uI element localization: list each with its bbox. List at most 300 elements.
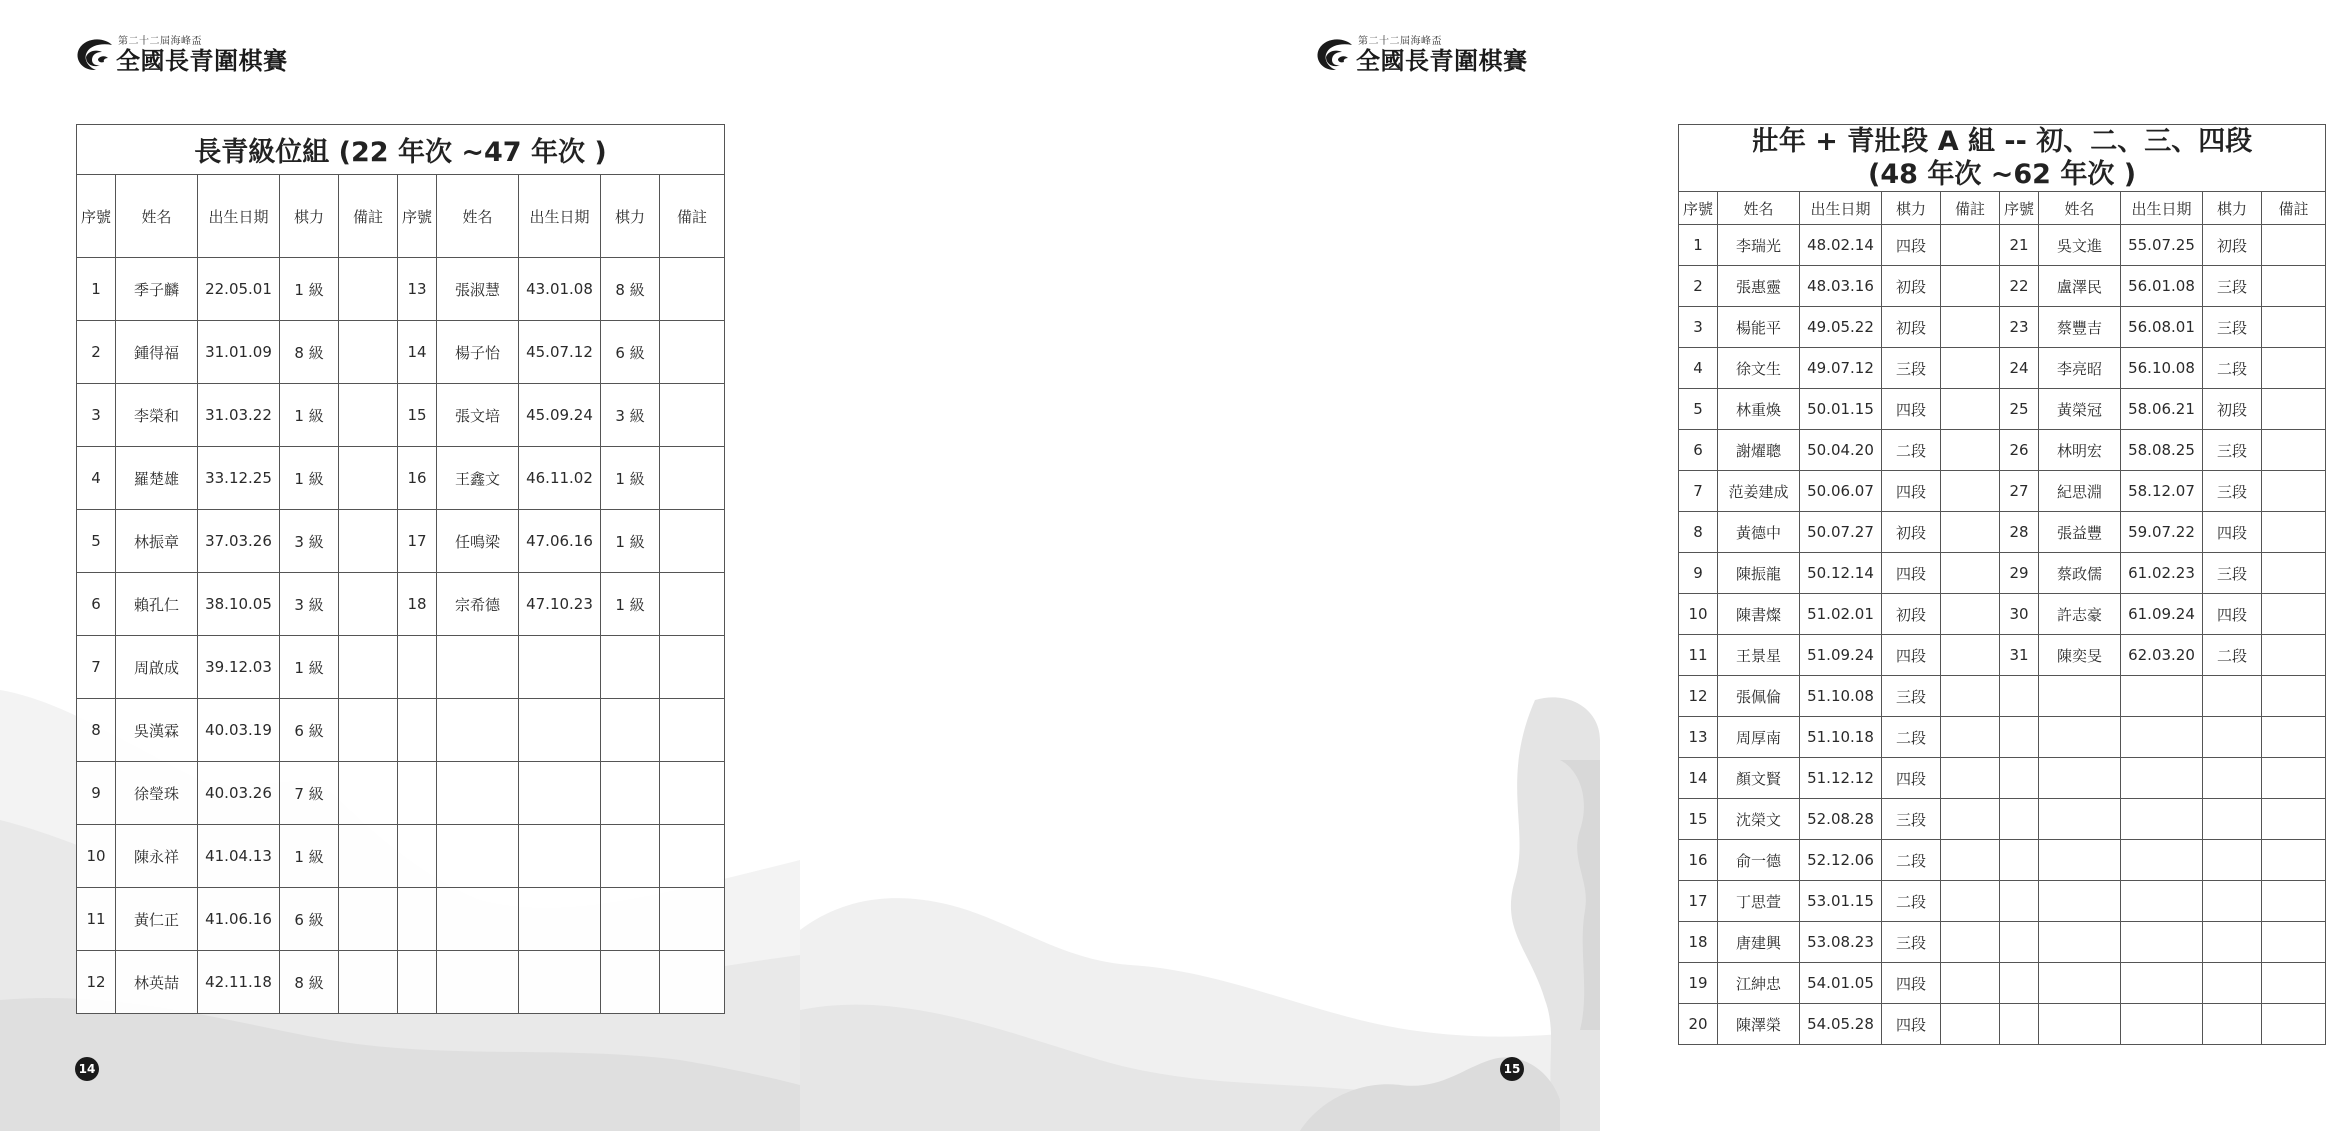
cell-seq: 10 [1679,594,1718,635]
cell-name: 吳漢霖 [116,699,198,762]
header-birthdate: 出生日期 [519,175,601,258]
cell-remark [339,510,398,573]
cell-remark [2262,225,2326,266]
cell-rank [2203,840,2262,881]
cell-name: 黃德中 [1718,512,1800,553]
cell-birthdate: 59.07.22 [2121,512,2203,553]
cell-seq: 5 [77,510,116,573]
event-logo [1314,34,1528,76]
cell-seq: 12 [1679,676,1718,717]
cell-name [2039,963,2121,1004]
cell-name [437,825,519,888]
cell-rank: 1 級 [601,510,660,573]
cell-seq [2000,676,2039,717]
cell-name: 沈榮文 [1718,799,1800,840]
cell-birthdate: 33.12.25 [198,447,280,510]
cell-birthdate [519,825,601,888]
cell-name: 鍾得福 [116,321,198,384]
cell-remark [339,762,398,825]
cell-birthdate: 41.04.13 [198,825,280,888]
cell-birthdate [519,699,601,762]
cell-birthdate [519,888,601,951]
cell-seq: 6 [1679,430,1718,471]
cell-rank: 3 級 [280,510,339,573]
cell-name: 張益豐 [2039,512,2121,553]
cell-birthdate: 53.08.23 [1800,922,1882,963]
cell-rank: 四段 [1882,963,1941,1004]
cell-name: 丁思萱 [1718,881,1800,922]
cell-seq: 15 [1679,799,1718,840]
cell-birthdate: 61.09.24 [2121,594,2203,635]
cell-remark [2262,430,2326,471]
cell-name [2039,717,2121,758]
cell-birthdate: 39.12.03 [198,636,280,699]
cell-remark [1941,348,2000,389]
table-row [1679,635,2326,676]
cell-birthdate [2121,922,2203,963]
cell-seq [398,762,437,825]
cell-name [437,699,519,762]
cell-rank: 3 級 [280,573,339,636]
cell-seq: 4 [77,447,116,510]
cell-rank: 7 級 [280,762,339,825]
table-body [1679,225,2326,1045]
cell-remark [660,888,725,951]
cell-rank: 三段 [2203,471,2262,512]
cell-seq: 5 [1679,389,1718,430]
cell-birthdate [2121,717,2203,758]
table-title-line-1: 壯年 + 青壯段 A 組 -- 初、二、三、四段 [1751,126,2253,157]
cell-rank: 三段 [2203,266,2262,307]
cell-remark [660,573,725,636]
cell-seq [2000,922,2039,963]
cell-name: 賴孔仁 [116,573,198,636]
cell-birthdate: 45.07.12 [519,321,601,384]
cell-birthdate [2121,1004,2203,1045]
cell-seq: 17 [398,510,437,573]
cell-name: 張淑慧 [437,258,519,321]
table-row [77,384,725,447]
cell-remark [339,699,398,762]
cell-name: 周厚南 [1718,717,1800,758]
cell-seq: 26 [2000,430,2039,471]
cell-name: 紀思淵 [2039,471,2121,512]
cell-name [437,951,519,1014]
cell-remark [2262,389,2326,430]
cell-name: 黃榮冠 [2039,389,2121,430]
cell-name [2039,758,2121,799]
cell-rank: 四段 [1882,225,1941,266]
cell-seq [2000,881,2039,922]
cell-name: 盧澤民 [2039,266,2121,307]
header-remark: 備註 [2262,192,2326,225]
left-roster-table [76,124,725,1014]
cell-remark [1941,553,2000,594]
cell-name: 季子麟 [116,258,198,321]
cell-name: 張惠靈 [1718,266,1800,307]
cell-rank: 二段 [2203,635,2262,676]
table-row [1679,799,2326,840]
cell-birthdate: 51.02.01 [1800,594,1882,635]
table-row [1679,1004,2326,1045]
cell-rank: 四段 [1882,389,1941,430]
cell-name: 李亮昭 [2039,348,2121,389]
cell-seq: 11 [1679,635,1718,676]
cell-rank [2203,881,2262,922]
table-title [1679,125,2326,192]
cell-name: 蔡政儒 [2039,553,2121,594]
cell-remark [660,510,725,573]
cell-remark [2262,307,2326,348]
cell-name: 范姜建成 [1718,471,1800,512]
cell-birthdate: 56.10.08 [2121,348,2203,389]
cell-birthdate: 50.07.27 [1800,512,1882,553]
table-row [77,888,725,951]
cell-remark [1941,430,2000,471]
table-row [77,762,725,825]
cell-seq: 8 [77,699,116,762]
cell-seq: 31 [2000,635,2039,676]
cell-seq [398,636,437,699]
cell-birthdate: 31.01.09 [198,321,280,384]
cell-birthdate: 51.10.08 [1800,676,1882,717]
header-birthdate: 出生日期 [2121,192,2203,225]
cell-birthdate: 47.10.23 [519,573,601,636]
table-row [1679,676,2326,717]
logo-subtitle: 第二十二屆海峰盃 [118,36,202,47]
logo-title: 全國長青圍棋賽 [1356,47,1528,75]
header-remark: 備註 [1941,192,2000,225]
cell-remark [1941,512,2000,553]
cell-seq: 23 [2000,307,2039,348]
cell-rank [601,951,660,1014]
cell-birthdate [519,951,601,1014]
cell-seq: 20 [1679,1004,1718,1045]
header-seq: 序號 [398,175,437,258]
table-row [1679,225,2326,266]
cell-rank: 初段 [2203,225,2262,266]
header-seq: 序號 [77,175,116,258]
cell-rank: 三段 [1882,799,1941,840]
cell-birthdate: 50.04.20 [1800,430,1882,471]
cell-birthdate: 51.09.24 [1800,635,1882,676]
cell-remark [1941,307,2000,348]
cell-name: 林明宏 [2039,430,2121,471]
header-name: 姓名 [2039,192,2121,225]
cell-rank [2203,717,2262,758]
cell-seq: 15 [398,384,437,447]
cell-birthdate [2121,963,2203,1004]
cell-rank: 初段 [2203,389,2262,430]
cell-birthdate: 56.01.08 [2121,266,2203,307]
cell-birthdate: 54.01.05 [1800,963,1882,1004]
cell-rank: 1 級 [601,573,660,636]
cell-seq: 14 [398,321,437,384]
cell-remark [2262,676,2326,717]
cell-name [2039,799,2121,840]
cell-rank: 三段 [2203,553,2262,594]
cell-seq [2000,799,2039,840]
cell-birthdate: 55.07.25 [2121,225,2203,266]
cell-seq: 6 [77,573,116,636]
cell-remark [1941,471,2000,512]
cell-remark [339,573,398,636]
cell-birthdate: 52.08.28 [1800,799,1882,840]
cell-seq: 2 [1679,266,1718,307]
cell-rank [601,636,660,699]
header-remark: 備註 [660,175,725,258]
cell-rank [601,888,660,951]
cell-remark [2262,840,2326,881]
cell-remark [339,384,398,447]
cell-name: 楊子怡 [437,321,519,384]
cell-remark [2262,553,2326,594]
cell-rank: 6 級 [601,321,660,384]
cell-rank [601,699,660,762]
cell-remark [2262,881,2326,922]
cell-birthdate: 38.10.05 [198,573,280,636]
cell-birthdate: 56.08.01 [2121,307,2203,348]
cell-birthdate: 37.03.26 [198,510,280,573]
cell-remark [339,321,398,384]
cell-remark [339,951,398,1014]
cell-birthdate [2121,799,2203,840]
table-row [1679,840,2326,881]
cell-rank [2203,963,2262,1004]
cell-remark [660,951,725,1014]
cell-seq [2000,963,2039,1004]
table-row [1679,553,2326,594]
cell-rank: 二段 [1882,717,1941,758]
logo-subtitle: 第二十二屆海峰盃 [1358,36,1442,47]
cell-seq: 8 [1679,512,1718,553]
header-birthdate: 出生日期 [1800,192,1882,225]
right-roster-table [1678,124,2326,1045]
table-row [77,951,725,1014]
cell-seq: 24 [2000,348,2039,389]
cell-seq: 14 [1679,758,1718,799]
column-header-row [77,175,725,258]
cell-name: 林振章 [116,510,198,573]
header-name: 姓名 [437,175,519,258]
cell-seq: 3 [77,384,116,447]
cell-rank: 二段 [2203,348,2262,389]
cell-birthdate [2121,881,2203,922]
cell-birthdate: 48.02.14 [1800,225,1882,266]
cell-rank: 二段 [1882,840,1941,881]
header-seq: 序號 [2000,192,2039,225]
cell-rank: 6 級 [280,888,339,951]
table-row [1679,717,2326,758]
cell-birthdate: 58.08.25 [2121,430,2203,471]
cell-seq: 13 [398,258,437,321]
cell-seq: 16 [398,447,437,510]
table-row [1679,471,2326,512]
cell-rank: 3 級 [601,384,660,447]
cell-rank: 初段 [1882,512,1941,553]
header-rank: 棋力 [1882,192,1941,225]
cell-seq: 16 [1679,840,1718,881]
cell-birthdate: 47.06.16 [519,510,601,573]
cell-rank [2203,922,2262,963]
cell-rank: 8 級 [280,321,339,384]
cell-name: 李瑞光 [1718,225,1800,266]
cell-remark [660,762,725,825]
cell-rank: 四段 [1882,553,1941,594]
cell-remark [339,825,398,888]
cell-name [437,762,519,825]
table-row [1679,758,2326,799]
cell-name: 徐文生 [1718,348,1800,389]
cell-name: 徐瑩珠 [116,762,198,825]
table-row [1679,430,2326,471]
cell-name: 宗希德 [437,573,519,636]
cell-seq: 11 [77,888,116,951]
cell-seq [2000,717,2039,758]
header-name: 姓名 [116,175,198,258]
cell-seq: 28 [2000,512,2039,553]
wave-logo-icon [1314,35,1356,75]
cell-remark [660,384,725,447]
table-row [77,573,725,636]
cell-rank: 1 級 [280,447,339,510]
cell-rank: 初段 [1882,307,1941,348]
cell-remark [2262,512,2326,553]
cell-remark [1941,717,2000,758]
cell-remark [1941,758,2000,799]
cell-birthdate: 40.03.19 [198,699,280,762]
cell-name: 俞一德 [1718,840,1800,881]
page-number: 14 [75,1057,99,1081]
cell-seq: 29 [2000,553,2039,594]
cell-rank [2203,758,2262,799]
cell-seq [398,888,437,951]
cell-birthdate: 58.12.07 [2121,471,2203,512]
cell-birthdate: 31.03.22 [198,384,280,447]
cell-rank: 三段 [2203,307,2262,348]
table-row [1679,307,2326,348]
cell-rank: 1 級 [280,384,339,447]
cell-rank [601,825,660,888]
cell-rank: 1 級 [280,636,339,699]
cell-name [437,636,519,699]
cell-birthdate [519,636,601,699]
cell-birthdate: 52.12.06 [1800,840,1882,881]
cell-remark [1941,922,2000,963]
cell-seq: 18 [398,573,437,636]
cell-remark [660,699,725,762]
header-birthdate: 出生日期 [198,175,280,258]
cell-birthdate: 62.03.20 [2121,635,2203,676]
cell-rank: 三段 [1882,922,1941,963]
cell-rank: 8 級 [280,951,339,1014]
right-page [800,0,2309,1131]
cell-birthdate: 50.01.15 [1800,389,1882,430]
cell-remark [339,636,398,699]
cell-remark [2262,799,2326,840]
cell-remark [2262,594,2326,635]
cell-remark [2262,348,2326,389]
cell-name: 林英喆 [116,951,198,1014]
cell-seq: 9 [77,762,116,825]
cell-seq [398,825,437,888]
cell-remark [339,447,398,510]
cell-name: 周啟成 [116,636,198,699]
cell-rank [2203,799,2262,840]
cell-seq: 7 [77,636,116,699]
cell-name: 羅楚雄 [116,447,198,510]
cell-remark [2262,922,2326,963]
cell-remark [2262,1004,2326,1045]
logo-title: 全國長青圍棋賽 [116,47,288,75]
cell-name: 陳書燦 [1718,594,1800,635]
cell-remark [660,447,725,510]
table-title-line-2: (48 年次 ~62 年次 ) [1868,159,2137,190]
table-row [77,321,725,384]
cell-birthdate: 54.05.28 [1800,1004,1882,1045]
cell-rank: 四段 [1882,758,1941,799]
cell-rank: 1 級 [601,447,660,510]
cell-seq: 17 [1679,881,1718,922]
cell-birthdate: 49.05.22 [1800,307,1882,348]
cell-rank: 初段 [1882,594,1941,635]
cell-birthdate: 50.06.07 [1800,471,1882,512]
cell-seq: 2 [77,321,116,384]
cell-seq: 3 [1679,307,1718,348]
cell-name: 蔡豐吉 [2039,307,2121,348]
cell-seq: 4 [1679,348,1718,389]
table-row [77,258,725,321]
cell-seq [2000,1004,2039,1045]
cell-name [2039,676,2121,717]
cell-rank [601,762,660,825]
cell-remark [2262,266,2326,307]
cell-name: 張佩倫 [1718,676,1800,717]
cell-name: 黃仁正 [116,888,198,951]
table-row [1679,922,2326,963]
wave-backdrop [800,0,1600,1131]
cell-name: 謝燿聰 [1718,430,1800,471]
header-remark: 備註 [339,175,398,258]
cell-name [437,888,519,951]
cell-birthdate: 40.03.26 [198,762,280,825]
table-row [77,636,725,699]
cell-name: 陳奕旻 [2039,635,2121,676]
table-row [1679,881,2326,922]
cell-remark [2262,758,2326,799]
cell-seq: 9 [1679,553,1718,594]
cell-birthdate [2121,840,2203,881]
cell-birthdate: 51.12.12 [1800,758,1882,799]
table-row [1679,963,2326,1004]
cell-remark [339,258,398,321]
cell-name: 陳永祥 [116,825,198,888]
wave-logo-icon [74,35,116,75]
cell-birthdate: 61.02.23 [2121,553,2203,594]
cell-name: 陳澤榮 [1718,1004,1800,1045]
cell-birthdate: 48.03.16 [1800,266,1882,307]
header-name: 姓名 [1718,192,1800,225]
cell-birthdate [2121,758,2203,799]
table-row [77,447,725,510]
cell-birthdate: 46.11.02 [519,447,601,510]
cell-remark [1941,881,2000,922]
cell-birthdate: 45.09.24 [519,384,601,447]
cell-remark [1941,840,2000,881]
cell-name: 吳文進 [2039,225,2121,266]
cell-name: 任鳴梁 [437,510,519,573]
cell-rank: 四段 [1882,471,1941,512]
